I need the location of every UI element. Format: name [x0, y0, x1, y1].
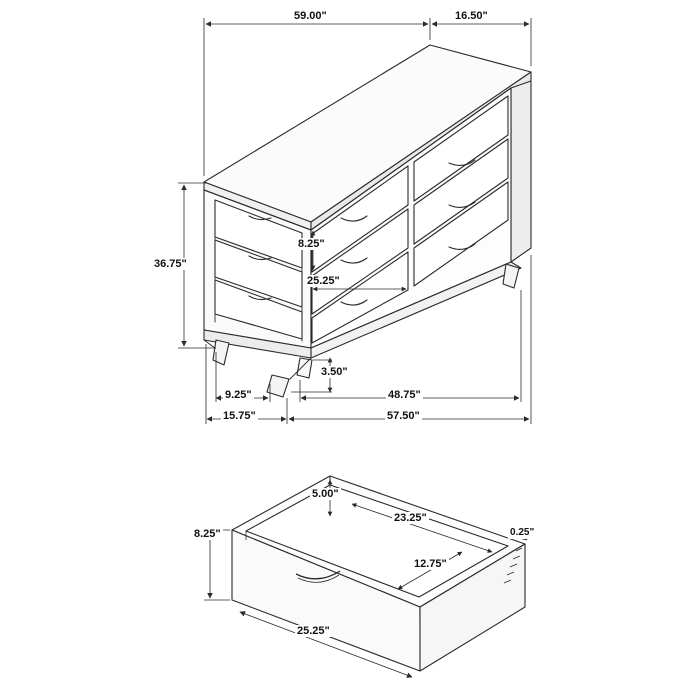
dim-leg-height: 3.50" [321, 366, 348, 378]
dim-top-width: 59.00" [294, 10, 327, 22]
drawer-detail-view [232, 476, 525, 671]
dresser-assembly-view [204, 45, 531, 397]
dim-base-width-inner: 48.75" [388, 389, 421, 401]
dim-leg-inset: 9.25" [225, 389, 252, 401]
dim-top-depth: 16.50" [455, 10, 488, 22]
dim-drawer-interior-width: 12.75" [414, 558, 447, 570]
dim-base-depth: 15.75" [223, 410, 256, 422]
dim-overall-height: 36.75" [154, 258, 187, 270]
dim-drawer-face-width: 25.25" [307, 275, 340, 287]
dim-drawer-interior-length: 23.25" [394, 512, 427, 524]
dim-drawer-detail-face-height: 8.25" [194, 528, 221, 540]
dim-drawer-detail-face-width: 25.25" [297, 625, 330, 637]
dim-drawer-side-thickness: 0.25" [510, 527, 535, 538]
dim-drawer-interior-depth: 5.00" [312, 488, 339, 500]
dim-drawer-face-height: 8.25" [298, 238, 325, 250]
dim-base-width-outer: 57.50" [387, 410, 420, 422]
